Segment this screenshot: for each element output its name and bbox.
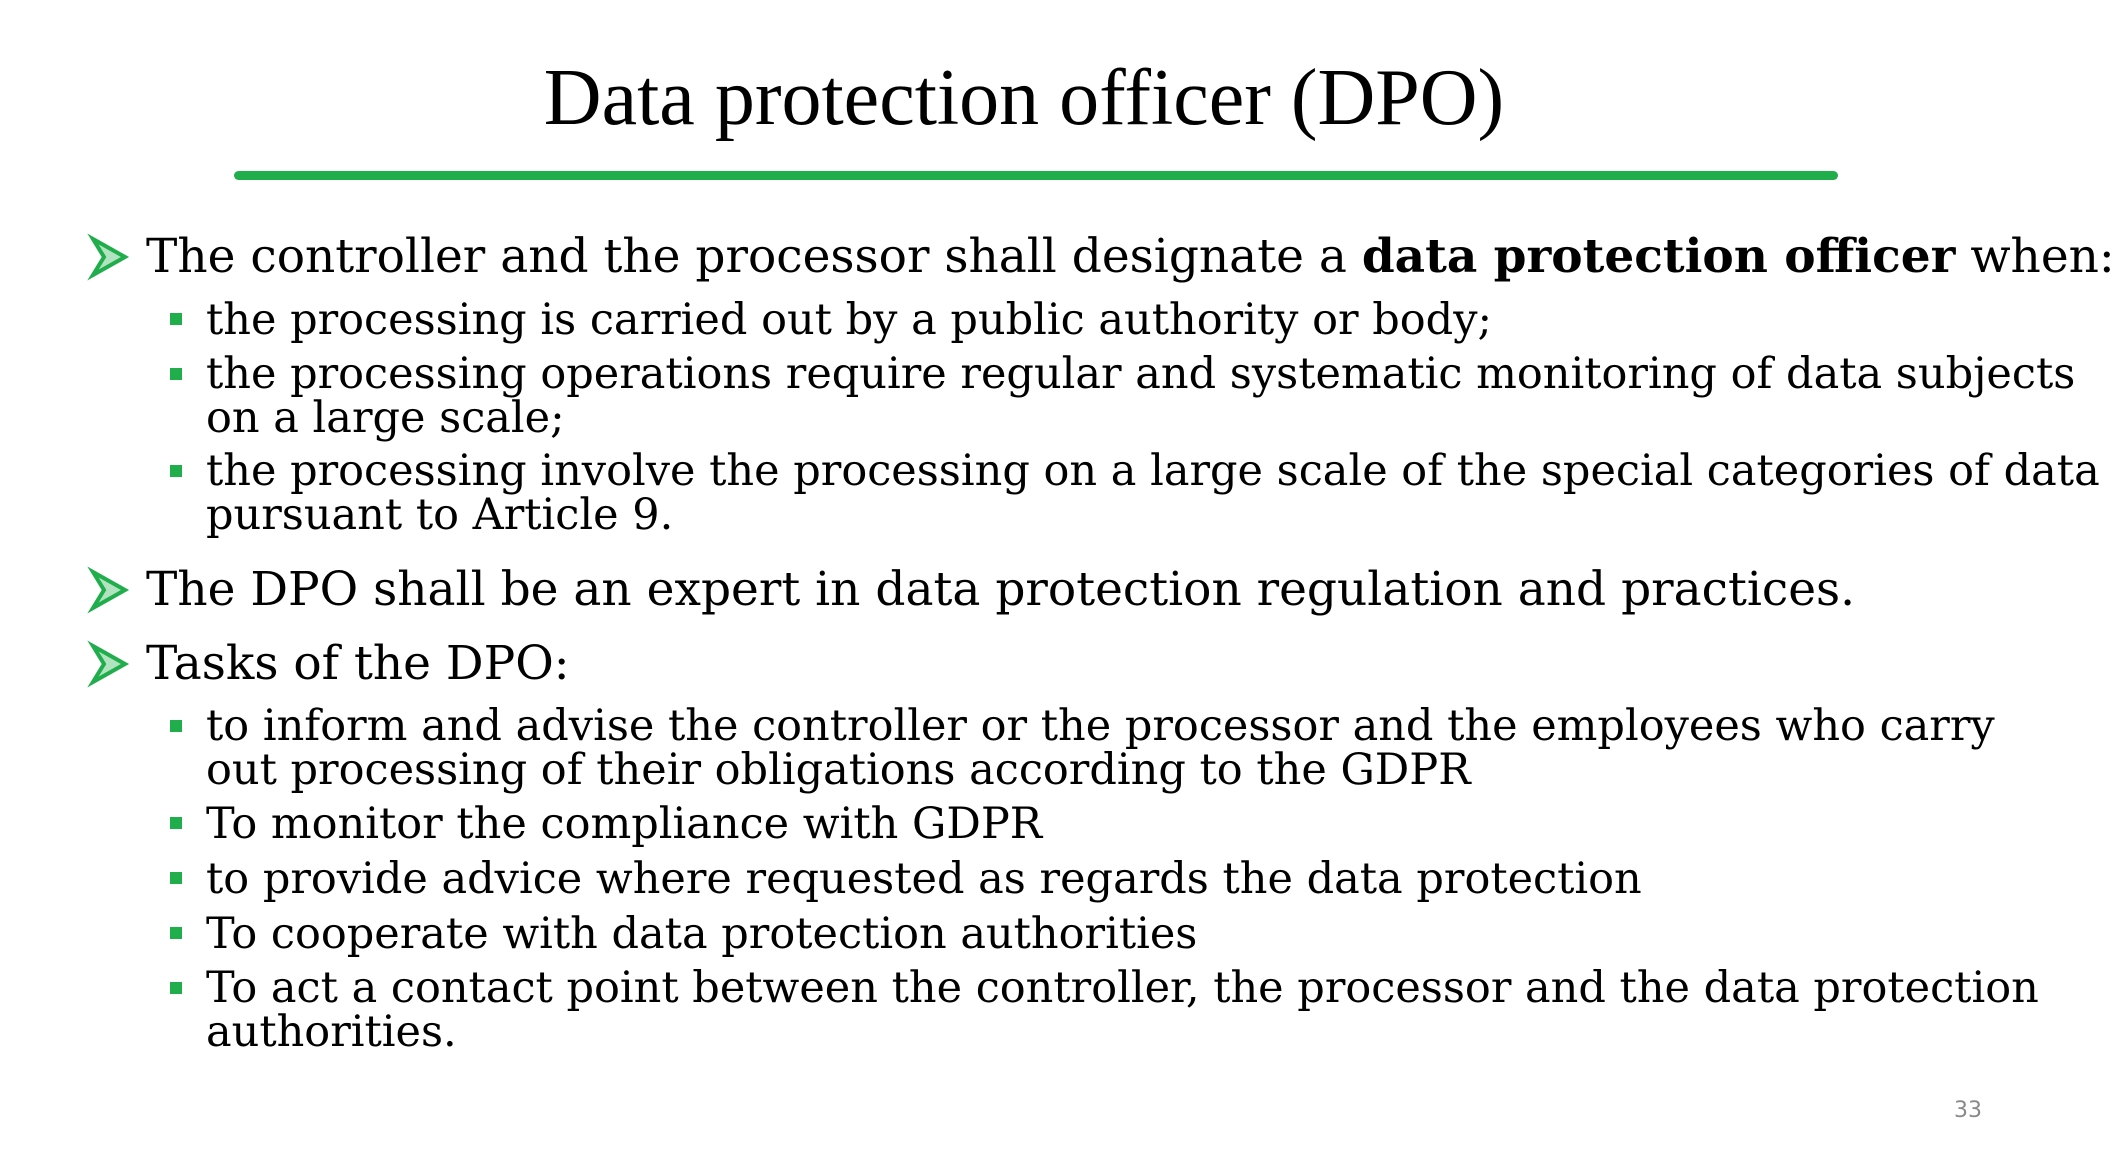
square-bullet-icon [170, 817, 182, 829]
square-bullet-icon [170, 313, 182, 325]
sub-bullet-inform-advise [206, 701, 2010, 795]
arrow-bullet-icon [90, 568, 128, 612]
square-bullet-icon [170, 465, 182, 477]
sub-bullet-cooperate [206, 911, 2010, 957]
sub-bullet-line: the processing involve the processing on a large scale of the special categories of data [206, 446, 2100, 496]
arrow-bullet-icon [90, 642, 128, 686]
slide-title: Data protection officer (DPO) [543, 54, 1505, 142]
sub-bullet-public-authority [206, 297, 2010, 343]
bullet-dpo-tasks [90, 633, 2010, 695]
sub-bullet-line: to inform and advise the controller or the processor and the employees who carry [206, 701, 1995, 751]
slide-body [90, 226, 2115, 1057]
sub-bullet-special-categories [206, 446, 2100, 540]
sub-bullet-monitor-compliance [206, 801, 2010, 847]
bullet-bold-text: data protection officer [1361, 229, 1956, 284]
bullet-designate-dpo [90, 226, 2115, 288]
bullet-text: when: [1955, 229, 2115, 284]
square-bullet-icon [170, 927, 182, 939]
sub-bullet-line: on a large scale; [206, 393, 565, 443]
bullet-text: The DPO shall be an expert in data protection regulation and practices. [146, 562, 1856, 617]
sub-bullet-monitoring [206, 349, 2076, 443]
square-bullet-icon [170, 368, 182, 380]
bullet-text: The controller and the processor shall designate a [146, 229, 1362, 284]
sub-bullet-line: the processing is carried out by a public authority or body; [206, 295, 1492, 345]
sub-bullet-line: out processing of their obligations according to the GDPR [206, 745, 1471, 795]
square-bullet-icon [170, 872, 182, 884]
square-bullet-icon [170, 982, 182, 994]
sub-bullet-line: To monitor the compliance with GDPR [206, 799, 1043, 849]
sub-bullet-line: pursuant to Article 9. [206, 490, 674, 540]
square-bullet-icon [170, 720, 182, 732]
sub-bullet-line: To act a contact point between the controller, the processor and the data protection [206, 963, 2039, 1013]
sub-bullet-line: to provide advice where requested as regards the data protection [206, 854, 1642, 904]
arrow-bullet-icon [90, 235, 128, 279]
sub-bullet-line: authorities. [206, 1007, 457, 1057]
bullet-dpo-expert [90, 559, 2010, 621]
title-underline [234, 171, 1838, 180]
bullet-text: Tasks of the DPO: [146, 636, 570, 691]
sub-bullet-line: the processing operations require regular and systematic monitoring of data subjects [206, 349, 2076, 399]
sub-bullet-provide-advice [206, 856, 2010, 902]
sub-bullet-contact-point [206, 963, 2039, 1057]
page-number: 33 [1954, 1098, 1982, 1123]
sub-bullet-line: To cooperate with data protection authorities [206, 909, 1198, 959]
